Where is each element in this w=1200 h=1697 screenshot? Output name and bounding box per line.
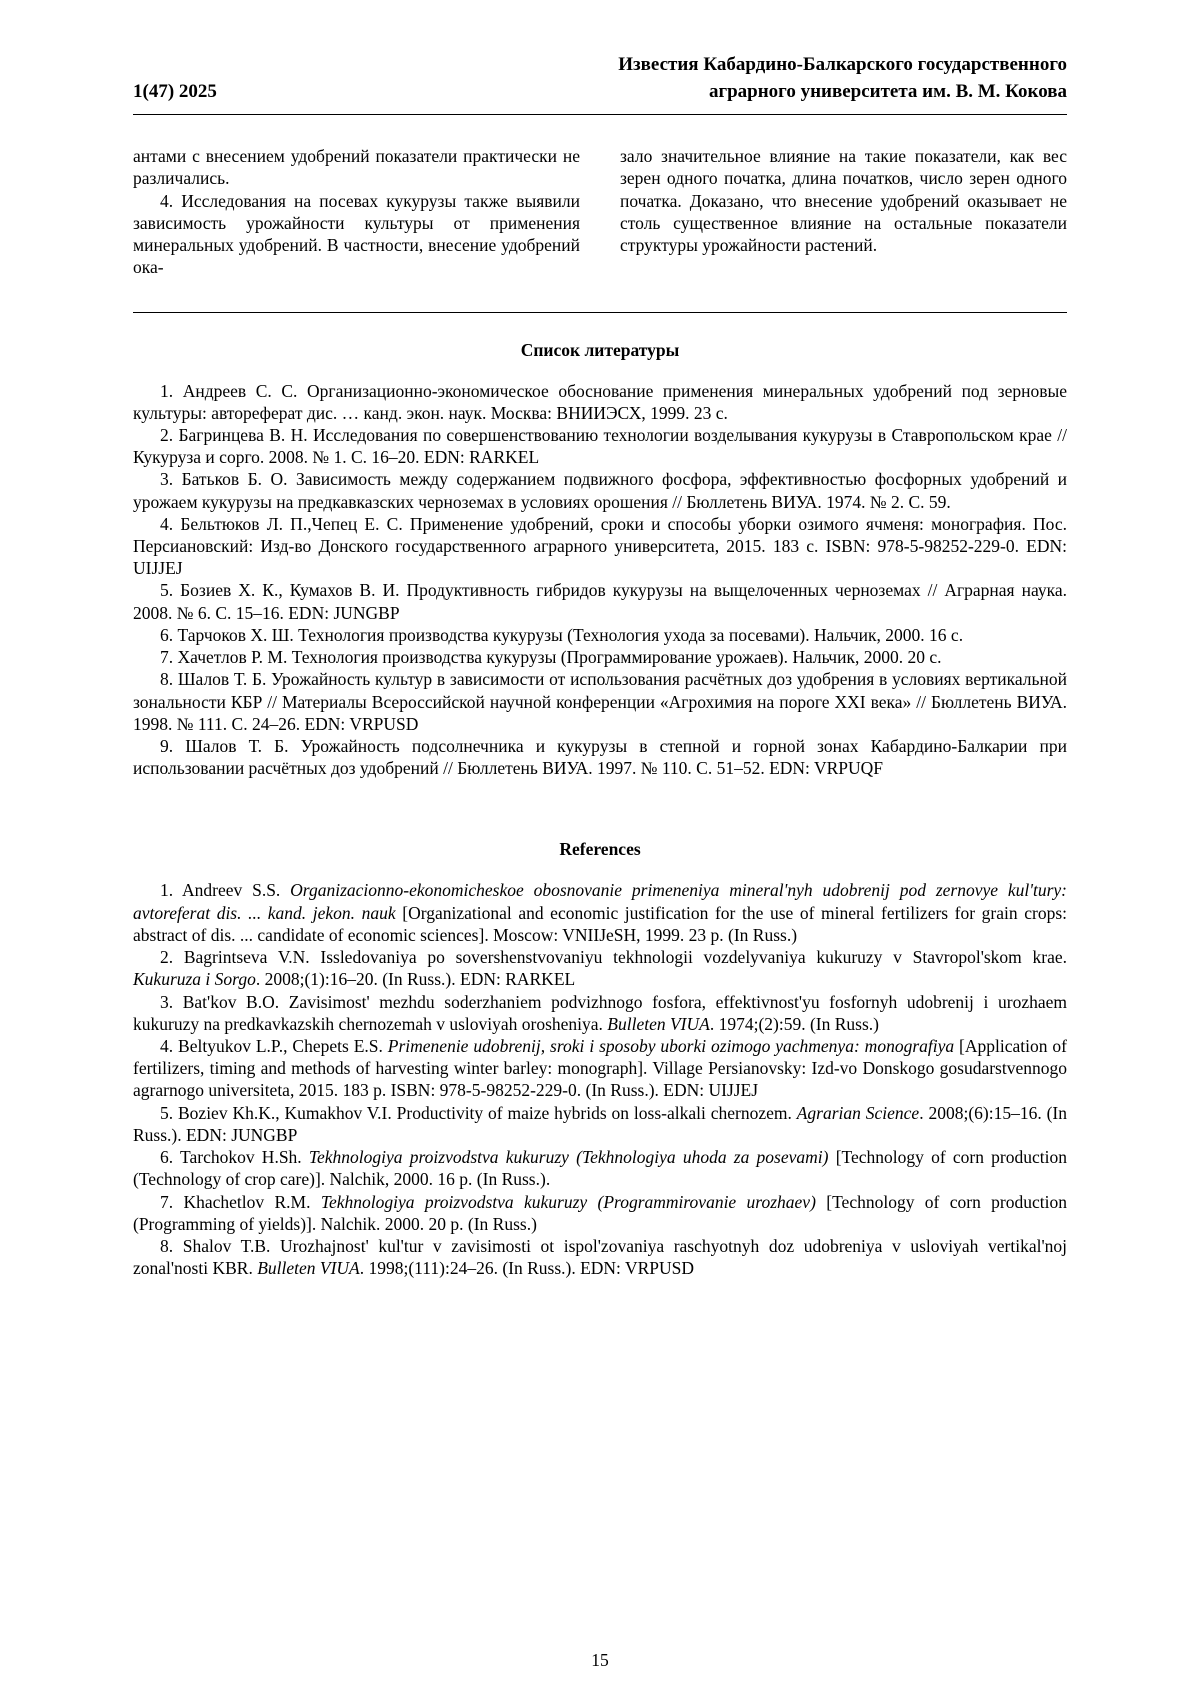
journal-title-line1: Известия Кабардино-Балкарского государственного xyxy=(618,54,1067,75)
bibliography-item: 9. Шалов Т. Б. Урожайность подсолнечника и кукурузы в степной и горной зонах Кабардино-Балкарии при использовании расчётных доз удобрений // Бюллетень ВИУА. 1997. № 110. С. 51–52. EDN: VRPUQF xyxy=(133,736,1067,779)
bibliography-item: 1. Андреев С. С. Организационно-экономическое обоснование применения минеральных удобрений под зерновые культуры: автореферат дис. … канд. экон. наук. Москва: ВНИИЭСХ, 1999. 23 с. xyxy=(133,380,1067,423)
references-list xyxy=(133,879,1067,1279)
journal-title xyxy=(618,52,1067,105)
intro-paragraph: зало значительное влияние на такие показатели, как вес зерен одного початка, длина початков, число зерен одного початка. Доказано, что внесение удобрений оказывает не столь существенное влияние на остальные показатели структуры урожайности растений. xyxy=(620,146,1067,256)
page-header xyxy=(133,52,1067,105)
bibliography-list xyxy=(133,380,1067,780)
bibliography-title: Список литературы xyxy=(520,339,680,360)
reference-item: 6. Tarchokov H.Sh. Tekhnologiya proizvodstva kukuruzy (Tekhnologiya uhoda za posevami) [Technology of corn production (Technology of crop care)]. Nalchik, 2000. 16 p. (In Russ.). xyxy=(133,1147,1068,1190)
intro-paragraph: антами с внесением удобрений показатели практически не различались. xyxy=(133,146,580,189)
references-title: References xyxy=(559,839,641,860)
bibliography-item: 7. Хачетлов Р. М. Технология производства кукурузы (Программирование урожаев). Нальчик, 2000. 20 с. xyxy=(160,647,942,668)
journal-title-line2: аграрного университета им. В. М. Кокова xyxy=(708,80,1067,102)
intro-two-columns xyxy=(133,145,1067,278)
bibliography-item: 3. Батьков Б. О. Зависимость между содержанием подвижного фосфора, эффективностью фосфорных удобрений и урожаем кукурузы на предкавказских черноземах в условиях орошения // Бюллетень ВИУА. 1974. № 2. С. 59. xyxy=(133,469,1067,512)
bibliography-item: 2. Багринцева В. Н. Исследования по совершенствованию технологии возделывания кукурузы в Ставропольском крае // Кукуруза и сорго. 2008. № 1. С. 16–20. EDN: RARKEL xyxy=(133,424,1067,468)
bibliography-item: 5. Бозиев Х. К., Кумахов В. И. Продуктивность гибридов кукурузы на выщелоченных черноземах // Аграрная наука. 2008. № 6. С. 15–16. EDN: JUNGBP xyxy=(133,580,1067,623)
reference-item: 5. Boziev Kh.K., Kumakhov V.I. Productivity of maize hybrids on loss-alkali chernozem. Agrarian Science. 2008;(6):15–16. (In Russ.). EDN: JUNGBP xyxy=(133,1102,1067,1145)
section-divider xyxy=(133,312,1067,313)
reference-item: 2. Bagrintseva V.N. Issledovaniya po sovershenstvovaniyu tekhnologii vozdelyvaniya kukuruzy v Stavropol'skom krae. Kukuruza i Sorgo. 2008;(1):16–20. (In Russ.). EDN: RARKEL xyxy=(133,947,1067,990)
reference-item: 7. Khachetlov R.M. Tekhnologiya proizvodstva kukuruzy (Programmirovanie urozhaev) [Technology of corn production (Programming of yields)]. Nalchik. 2000. 20 p. (In Russ.) xyxy=(133,1191,1068,1234)
reference-item: 4. Beltyukov L.P., Chepets E.S. Primenenie udobrenij, sroki i sposoby uborki ozimogo yachmenya: monografiya [Application of fertilizers, timing and methods of harvesting winter barley: monograph]. Village Persianovsky: Izd-vo Donskogo gosudarstvennogo agrarnogo universiteta, 2015. 183 p. ISBN: 978-5-98252-229-0. (In Russ.). EDN: UIJJEJ xyxy=(133,1035,1067,1101)
intro-paragraph: 4. Исследования на посевах кукурузы также выявили зависимость урожайности культуры от применения минеральных удобрений. В частности, внесение удобрений ока- xyxy=(133,190,580,278)
header-divider xyxy=(133,114,1067,115)
intro-left-column xyxy=(133,145,580,278)
bibliography-item: 8. Шалов Т. Б. Урожайность культур в зависимости от использования расчётных доз удобрения в условиях вертикальной зональности КБР // Материалы Всероссийской научной конференции «Агрохимия на пороге XXI века» // Бюллетень ВИУА. 1998. № 111. С. 24–26. EDN: VRPUSD xyxy=(133,669,1067,734)
page-number: 15 xyxy=(591,1650,609,1670)
bibliography-item: 6. Тарчоков Х. Ш. Технология производства кукурузы (Технология ухода за посевами). Нальчик, 2000. 16 с. xyxy=(160,624,964,645)
intro-right-column xyxy=(620,145,1067,278)
issue-number: 1(47) 2025 xyxy=(133,81,217,103)
bibliography-item: 4. Бельтюков Л. П.,Чепец Е. С. Применение удобрений, сроки и способы уборки озимого ячменя: монография. Пос. Персиановский: Изд-во Донского государственного аграрного университета, 2015. 183 с. ISBN: 978-5-98252-229-0. EDN: UIJJEJ xyxy=(133,513,1067,579)
reference-item: 8. Shalov T.B. Urozhajnost' kul'tur v zavisimosti ot ispol'zovaniya raschyotnyh doz udobreniya v usloviyah vertikal'noj zonal'nosti KBR. Bulleten VIUA. 1998;(111):24–26. (In Russ.). EDN: VRPUSD xyxy=(133,1235,1067,1279)
reference-item: 3. Bat'kov B.O. Zavisimost' mezhdu soderzhaniem podvizhnogo fosfora, effektivnost'yu fosfornyh udobrenij i urozhaem kukuruzy na predkavkazskih chernozemah v usloviyah orosheniya. Bulleten VIUA. 1974;(2):59. (In Russ.) xyxy=(133,991,1067,1034)
reference-item: 1. Andreev S.S. Organizacionno-ekonomicheskoe obosnovanie primeneniya mineral'nyh udobrenij pod zernovye kul'tury: avtoreferat dis. ... kand. jekon. nauk [Organizational and economic justification for the use of mineral fertilizers for grain crops: abstract of dis. ... candidate of economic sciences]. Moscow: VNIIJeSH, 1999. 23 p. (In Russ.) xyxy=(133,880,1067,945)
